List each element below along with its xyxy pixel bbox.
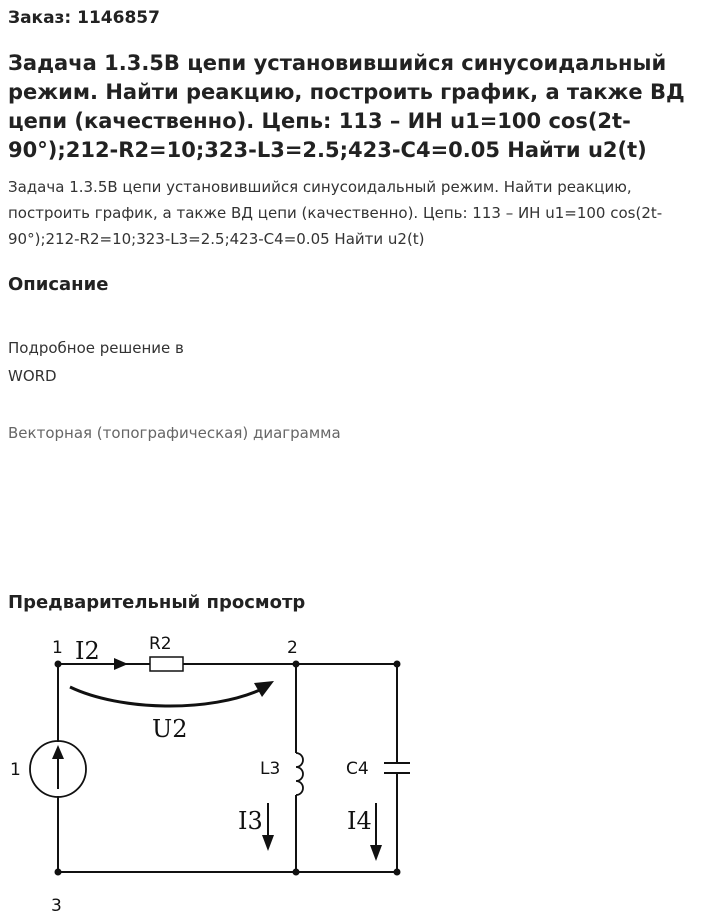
circuit-schematic (0, 625, 701, 919)
node-2-label: 2 (287, 638, 298, 658)
detail-line-solution: Подробное решение в (8, 339, 184, 357)
node-1-label: 1 (52, 638, 63, 658)
r2-label: R2 (149, 634, 172, 654)
i4-label: I4 (347, 807, 372, 835)
source-label: 1 (10, 760, 21, 780)
section-description-heading: Описание (8, 274, 109, 295)
task-description: Задача 1.3.5В цепи установившийся синусоидальный режим. Найти реакцию, построить график, а также ВД цепи (качественно). Цепь: 113 – ИН u1=100 cos(2t-90°);212-R2=10;323-L3=2.5;423-C4=0.05 Найти u2(t) (8, 178, 663, 248)
detail-line-diagram: Векторная (топографическая) диаграмма (8, 424, 341, 442)
order-number: Заказ: 1146857 (8, 8, 160, 28)
i3-label: I3 (238, 807, 263, 835)
i2-label: I2 (75, 637, 100, 665)
node-3-label: 3 (51, 896, 62, 916)
u2-label: U2 (152, 715, 188, 743)
detail-line-word: WORD (8, 367, 57, 385)
c4-label: C4 (346, 759, 369, 779)
section-preview-heading: Предварительный просмотр (8, 592, 306, 613)
page-title: Задача 1.3.5В цепи установившийся синусоидальный режим. Найти реакцию, построить график, а также ВД цепи (качественно). Цепь: 113 – ИН u1=100 cos(2t-90°);212-R2=10;323-L3=2.5;423-C4=0.05 Найти u2(t) (8, 51, 685, 162)
l3-label: L3 (260, 759, 281, 779)
